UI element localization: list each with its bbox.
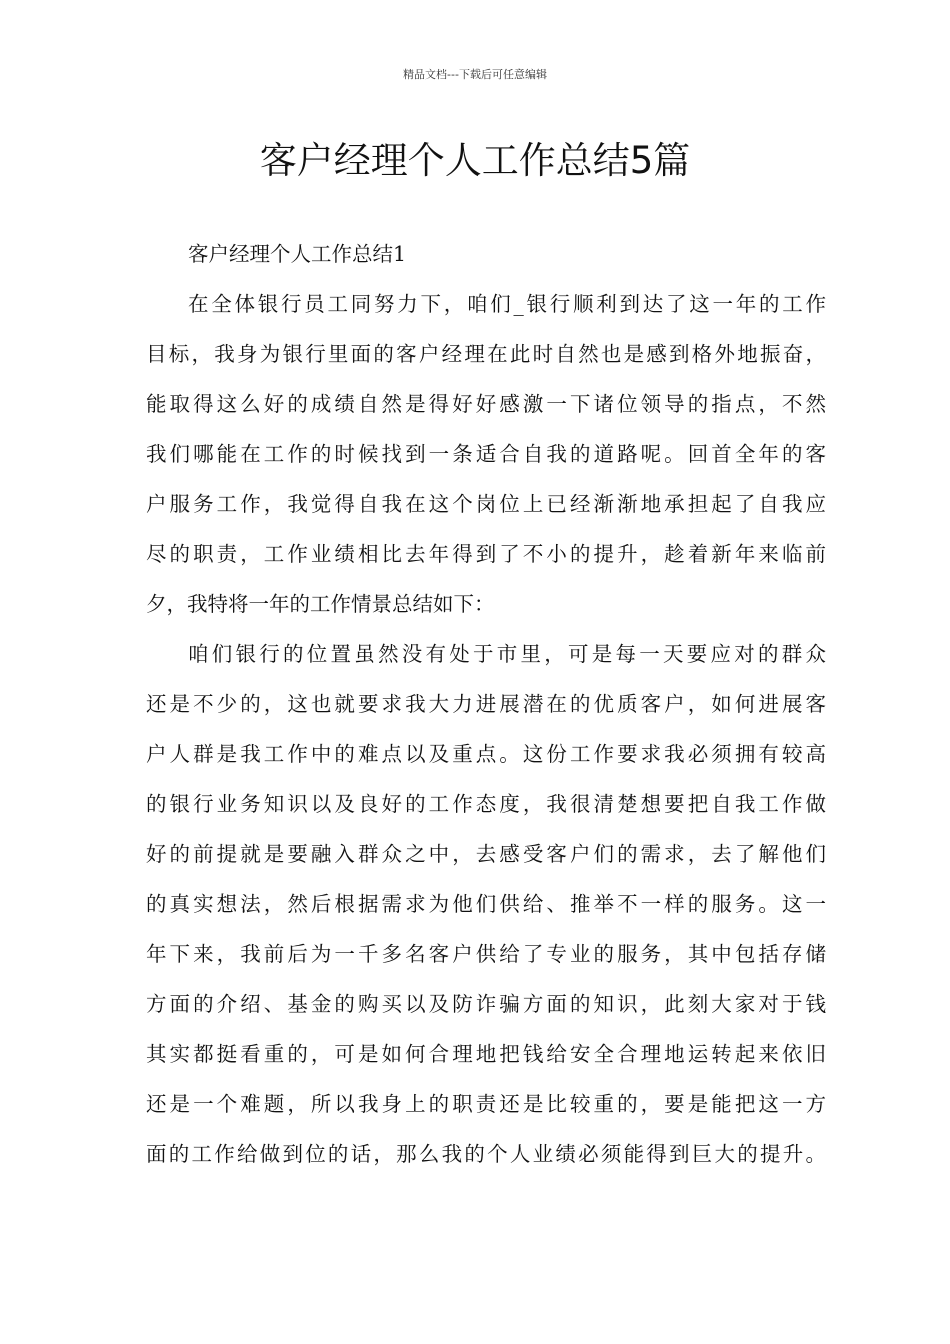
paragraph-line: 的真实想法，然后根据需求为他们供给、推举不一样的服务。这一: [146, 892, 826, 916]
paragraph-line: 其实都挺看重的，可是如何合理地把钱给安全合理地运转起来依旧: [146, 1042, 826, 1066]
paragraph-line: 年下来，我前后为一千多名客户供给了专业的服务，其中包括存储: [146, 942, 826, 966]
paragraph-line: 户服务工作，我觉得自我在这个岗位上已经渐渐地承担起了自我应: [146, 492, 826, 516]
paragraph-line: 夕，我特将一年的工作情景总结如下：: [146, 592, 495, 616]
paragraph-line: 还是一个难题，所以我身上的职责还是比较重的，要是能把这一方: [146, 1092, 826, 1116]
paragraph-line: 能取得这么好的成绩自然是得好好感激一下诸位领导的指点，不然: [146, 392, 826, 416]
paragraph-line: 目标，我身为银行里面的客户经理在此时自然也是感到格外地振奋，: [146, 342, 826, 366]
paragraph-line: 咱们银行的位置虽然没有处于市里，可是每一天要应对的群众: [188, 642, 826, 666]
paragraph-line: 面的工作给做到位的话，那么我的个人业绩必须能得到巨大的提升。: [146, 1142, 826, 1166]
document-body: [146, 229, 826, 1179]
document-title: 客户经理个人工作总结5篇: [259, 139, 691, 182]
paragraph-line: 户人群是我工作中的难点以及重点。这份工作要求我必须拥有较高: [146, 742, 826, 766]
paragraph-line: 的银行业务知识以及良好的工作态度，我很清楚想要把自我工作做: [146, 792, 826, 816]
header-note: 精品文档---下载后可任意编辑: [403, 68, 547, 81]
paragraph-line: 还是不少的，这也就要求我大力进展潜在的优质客户，如何进展客: [146, 692, 826, 716]
paragraph-line: 尽的职责，工作业绩相比去年得到了不小的提升，趁着新年来临前: [146, 542, 826, 566]
paragraph-line: 在全体银行员工同努力下，咱们_银行顺利到达了这一年的工作: [188, 292, 826, 316]
paragraph-2: [146, 629, 826, 1179]
paragraph-1: [146, 279, 826, 629]
paragraph-line: 好的前提就是要融入群众之中，去感受客户们的需求，去了解他们: [146, 842, 826, 866]
section-heading: 客户经理个人工作总结1: [188, 242, 407, 266]
paragraph-line: 我们哪能在工作的时候找到一条适合自我的道路呢。回首全年的客: [146, 442, 826, 466]
paragraph-line: 方面的介绍、基金的购买以及防诈骗方面的知识，此刻大家对于钱: [146, 992, 826, 1016]
